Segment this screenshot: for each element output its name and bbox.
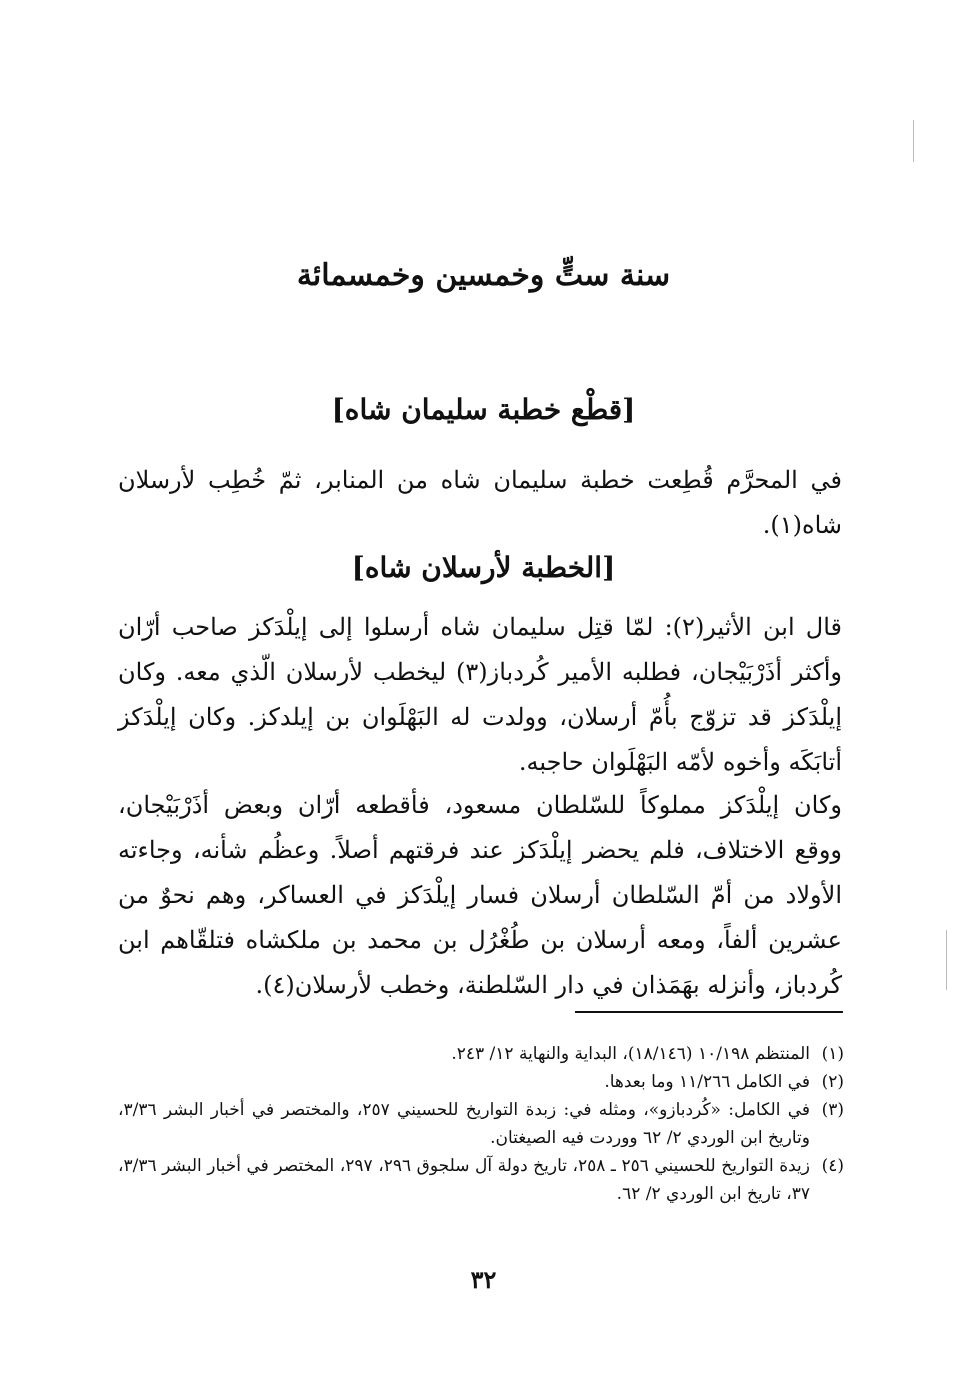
footnote-number: (٢) xyxy=(821,1072,844,1092)
paragraph-line: ووقع الاختلاف، فلم يحضر إيلْدَكز عند فرقتهم أصلاً. وعظُم شأنه، وجاءته xyxy=(118,836,842,864)
paragraph-line: عشرين ألفاً، ومعه أرسلان بن طُغْرُل بن محمد بن ملكشاه فتلقّاهم ابن xyxy=(118,926,842,954)
paragraph-line: قال ابن الأثير(٢): لمّا قتِل سليمان شاه أرسلوا إلى إيلْدَكز صاحب أرّان xyxy=(118,613,843,641)
paragraph-line: إيلْدَكز قد تزوّج بأُمّ أرسلان، وولدت له البَهْلَوان بن إيلدكز. وكان إيلْدَكز xyxy=(118,703,842,731)
footnote-number: (٤) xyxy=(821,1156,844,1176)
footnote-text: في الكامل ١١/٢٦٦ وما بعدها. xyxy=(604,1072,810,1092)
paragraph-line: الأولاد من أمّ السّلطان أرسلان فسار إيلْدَكز في العساكر، وهم نحوٌ من xyxy=(118,881,842,909)
footnote-number: (١) xyxy=(821,1044,844,1064)
section-heading-1: [قطْع خطبة سليمان شاه] xyxy=(331,393,636,426)
footnotes xyxy=(118,1040,844,1208)
paragraph-line: وأكثر أذَرْبَيْجان، فطلبه الأمير كُردباز(٣) ليخطب لأرسلان الّذي معه. وكان xyxy=(118,658,843,686)
footnote-1 xyxy=(118,1040,844,1068)
paragraph-line: كُردباز، وأنزله بهَمَذان في دار السّلطنة، وخطب لأرسلان(٤). xyxy=(255,971,842,999)
footnote-text: في الكامل: «كُردبازو»، ومثله في: زبدة التواريخ للحسيني ٢٥٧، والمختصر في أخبار البشر ٣/٣٦، وتاريخ ابن الوردي ٢/ ٦٢ ووردت فيه الصيغتان. xyxy=(118,1100,810,1148)
paragraph-line: أتابَكَه وأخوه لأمّه البَهْلَوان حاجبه. xyxy=(518,748,842,776)
paragraph xyxy=(118,605,842,785)
footnote-text: زيدة التواريخ للحسيني ٢٥٦ ـ ٢٥٨، تاريخ دولة آل سلجوق ٢٩٦، ٢٩٧، المختصر في أخبار البشر ٣/٣٦، ٣٧، تاريخ ابن الوردي ٢/ ٦٢. xyxy=(118,1156,811,1204)
paragraph-line: شاه(١). xyxy=(762,511,842,539)
paragraph-line: في المحرَّم قُطِعت خطبة سليمان شاه من المنابر، ثمّ خُطِب لأرسلان xyxy=(118,466,842,494)
paragraph xyxy=(118,783,842,1008)
footnote-4 xyxy=(118,1152,844,1208)
footnote-2 xyxy=(118,1068,844,1096)
page-number: ٣٢ xyxy=(470,1265,497,1294)
scan-artifact-line xyxy=(913,120,914,162)
footnote-text: المنتظم ١٠/١٩٨ (١٨/١٤٦)، البداية والنهاية ١٢/ ٢٤٣. xyxy=(451,1044,810,1064)
year-title: سنة ستٍّ وخمسين وخمسمائة xyxy=(296,258,671,293)
footnote-number: (٣) xyxy=(821,1100,844,1120)
scan-artifact-line xyxy=(946,930,947,990)
section-heading-2: [الخطبة لأرسلان شاه] xyxy=(351,551,616,584)
footnote-3 xyxy=(118,1096,844,1152)
footnote-separator xyxy=(575,1011,843,1013)
paragraph-line: وكان إيلْدَكز مملوكاً للسّلطان مسعود، فأقطعه أرّان وبعض أذَرْبَيْجان، xyxy=(118,791,842,819)
paragraph xyxy=(118,458,842,548)
